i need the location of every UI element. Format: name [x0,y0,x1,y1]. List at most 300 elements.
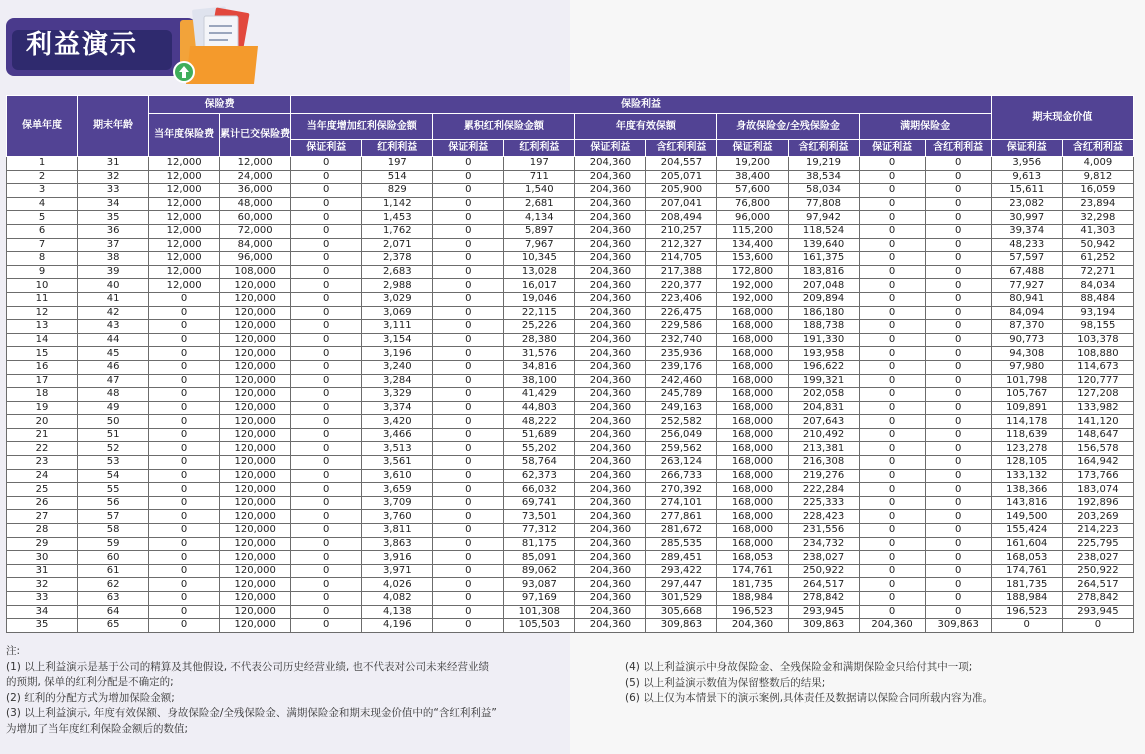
table-cell: 183,816 [788,265,859,279]
table-cell: 204,360 [575,238,646,252]
table-cell: 188,984 [717,592,788,606]
table-cell: 30 [7,551,78,565]
table-cell: 0 [149,483,220,497]
table-cell: 0 [859,238,925,252]
table-cell: 50 [78,415,149,429]
table-cell: 0 [433,224,504,238]
table-cell: 3,420 [362,415,433,429]
table-cell: 168,000 [717,496,788,510]
table-cell: 120,000 [220,592,291,606]
table-cell: 0 [149,347,220,361]
table-cell: 29 [7,537,78,551]
table-cell: 222,284 [788,483,859,497]
table-cell: 192,000 [717,279,788,293]
table-cell: 0 [859,537,925,551]
table-cell: 21 [7,428,78,442]
table-cell: 208,494 [646,211,717,225]
table-cell: 0 [291,401,362,415]
table-cell: 0 [925,197,991,211]
table-row [7,469,1134,483]
table-cell: 133,982 [1062,401,1133,415]
documents-folder-icon [172,6,266,86]
table-cell: 51,689 [504,428,575,442]
table-cell: 188,738 [788,320,859,334]
table-cell: 87,370 [991,320,1062,334]
table-cell: 0 [859,157,925,171]
table-cell: 207,643 [788,415,859,429]
table-cell: 0 [291,279,362,293]
table-cell: 98,155 [1062,320,1133,334]
table-cell: 0 [291,483,362,497]
table-cell: 0 [433,605,504,619]
table-cell: 120,000 [220,537,291,551]
table-cell: 27 [7,510,78,524]
table-cell: 0 [433,510,504,524]
table-cell: 0 [925,605,991,619]
table-cell: 9,812 [1062,170,1133,184]
table-cell: 0 [149,551,220,565]
table-cell: 0 [859,320,925,334]
table-cell: 0 [149,496,220,510]
table-cell: 120,777 [1062,374,1133,388]
table-cell: 0 [433,537,504,551]
table-cell: 35 [7,619,78,633]
table-cell: 217,388 [646,265,717,279]
header-effective-sum: 年度有效保额 [575,114,717,140]
table-cell: 204,360 [575,428,646,442]
table-cell: 120,000 [220,578,291,592]
table-cell: 204,360 [859,619,925,633]
table-cell: 105,503 [504,619,575,633]
table-cell: 0 [291,224,362,238]
table-cell: 0 [291,157,362,171]
table-cell: 168,053 [991,551,1062,565]
table-cell: 77,312 [504,524,575,538]
table-cell: 19 [7,401,78,415]
table-cell: 118,524 [788,224,859,238]
table-cell: 168,000 [717,360,788,374]
notes-label: 注: [6,645,21,657]
table-cell: 0 [291,605,362,619]
table-cell: 174,761 [717,564,788,578]
table-cell: 0 [925,537,991,551]
table-cell: 123,278 [991,442,1062,456]
table-cell: 205,071 [646,170,717,184]
table-cell: 0 [291,428,362,442]
table-cell: 41,303 [1062,224,1133,238]
table-cell: 202,058 [788,388,859,402]
table-row [7,347,1134,361]
table-cell: 0 [149,442,220,456]
table-cell: 0 [291,360,362,374]
table-cell: 0 [291,347,362,361]
table-cell: 118,639 [991,428,1062,442]
table-cell: 0 [291,619,362,633]
table-cell: 16,017 [504,279,575,293]
table-cell: 3,971 [362,564,433,578]
subheader-with-bonus: 含红利利益 [646,140,717,157]
table-cell: 3,610 [362,469,433,483]
table-cell: 214,223 [1062,524,1133,538]
table-cell: 143,816 [991,496,1062,510]
table-cell: 0 [433,292,504,306]
table-cell: 76,800 [717,197,788,211]
table-cell: 120,000 [220,456,291,470]
table-cell: 293,422 [646,564,717,578]
table-cell: 57,600 [717,184,788,198]
table-cell: 120,000 [220,605,291,619]
table-cell: 0 [149,428,220,442]
table-cell: 3,916 [362,551,433,565]
table-cell: 235,936 [646,347,717,361]
table-cell: 48,000 [220,197,291,211]
table-cell: 0 [925,252,991,266]
table-cell: 120,000 [220,347,291,361]
table-cell: 168,000 [717,401,788,415]
table-cell: 0 [433,619,504,633]
table-cell: 139,640 [788,238,859,252]
table-cell: 0 [291,388,362,402]
table-cell: 212,327 [646,238,717,252]
table-cell: 204,831 [788,401,859,415]
table-cell: 0 [925,360,991,374]
table-cell: 5,897 [504,224,575,238]
table-cell: 48,222 [504,415,575,429]
table-cell: 305,668 [646,605,717,619]
table-cell: 0 [291,496,362,510]
table-cell: 204,360 [575,388,646,402]
table-cell: 3,240 [362,360,433,374]
subheader-guaranteed: 保证利益 [859,140,925,157]
table-cell: 4,138 [362,605,433,619]
table-cell: 0 [433,428,504,442]
table-row [7,333,1134,347]
table-cell: 197 [504,157,575,171]
table-cell: 2 [7,170,78,184]
table-cell: 23 [7,456,78,470]
table-cell: 196,622 [788,360,859,374]
table-cell: 0 [291,252,362,266]
table-cell: 0 [433,415,504,429]
table-cell: 0 [925,374,991,388]
table-cell: 0 [291,537,362,551]
table-cell: 18 [7,388,78,402]
table-cell: 0 [149,456,220,470]
table-cell: 264,517 [1062,578,1133,592]
table-cell: 58 [78,524,149,538]
table-row [7,238,1134,252]
table-cell: 196,523 [991,605,1062,619]
table-cell: 3,029 [362,292,433,306]
table-cell: 229,586 [646,320,717,334]
table-cell: 47 [78,374,149,388]
table-cell: 65 [78,619,149,633]
table-cell: 168,000 [717,537,788,551]
table-row [7,170,1134,184]
table-cell: 0 [925,279,991,293]
table-cell: 13,028 [504,265,575,279]
table-cell: 0 [291,197,362,211]
table-cell: 0 [149,510,220,524]
table-row [7,374,1134,388]
table-cell: 57 [78,510,149,524]
table-cell: 17 [7,374,78,388]
table-cell: 0 [433,483,504,497]
table-cell: 168,000 [717,483,788,497]
table-cell: 0 [859,170,925,184]
table-cell: 20 [7,415,78,429]
table-cell: 266,733 [646,469,717,483]
table-cell: 10 [7,279,78,293]
table-cell: 0 [149,415,220,429]
table-cell: 39,374 [991,224,1062,238]
table-cell: 242,460 [646,374,717,388]
table-cell: 0 [925,524,991,538]
table-cell: 128,105 [991,456,1062,470]
table-cell: 264,517 [788,578,859,592]
table-cell: 148,647 [1062,428,1133,442]
table-cell: 223,406 [646,292,717,306]
table-cell: 38,534 [788,170,859,184]
table-cell: 0 [859,306,925,320]
table-cell: 0 [925,306,991,320]
table-cell: 120,000 [220,401,291,415]
table-cell: 0 [925,442,991,456]
table-cell: 514 [362,170,433,184]
table-cell: 199,321 [788,374,859,388]
table-cell: 8 [7,252,78,266]
note-line: (2) 红利的分配方式为增加保险金额; [6,691,175,704]
table-cell: 84,094 [991,306,1062,320]
table-cell: 204,360 [575,333,646,347]
table-cell: 97,942 [788,211,859,225]
table-cell: 96,000 [717,211,788,225]
table-cell: 89,062 [504,564,575,578]
table-cell: 274,101 [646,496,717,510]
table-cell: 0 [291,184,362,198]
table-cell: 120,000 [220,469,291,483]
table-cell: 204,360 [575,347,646,361]
table-cell: 0 [433,496,504,510]
table-cell: 204,360 [575,442,646,456]
table-cell: 0 [925,238,991,252]
table-cell: 153,600 [717,252,788,266]
table-cell: 67,488 [991,265,1062,279]
table-cell: 2,071 [362,238,433,252]
table-cell: 0 [433,197,504,211]
table-cell: 0 [859,428,925,442]
table-cell: 93,194 [1062,306,1133,320]
table-cell: 109,891 [991,401,1062,415]
table-cell: 31,576 [504,347,575,361]
table-cell: 58,764 [504,456,575,470]
table-cell: 225,795 [1062,537,1133,551]
table-cell: 6 [7,224,78,238]
table-cell: 0 [859,224,925,238]
table-cell: 0 [925,347,991,361]
table-cell: 213,381 [788,442,859,456]
table-cell: 0 [925,224,991,238]
table-cell: 0 [149,333,220,347]
table-cell: 3,329 [362,388,433,402]
table-cell: 24 [7,469,78,483]
table-cell: 103,378 [1062,333,1133,347]
table-cell: 84,034 [1062,279,1133,293]
table-cell: 3,069 [362,306,433,320]
table-cell: 120,000 [220,524,291,538]
table-cell: 0 [433,184,504,198]
table-cell: 193,958 [788,347,859,361]
table-cell: 101,798 [991,374,1062,388]
table-cell: 0 [859,211,925,225]
table-cell: 164,942 [1062,456,1133,470]
table-row [7,292,1134,306]
table-row [7,592,1134,606]
table-cell: 2,681 [504,197,575,211]
table-cell: 3,284 [362,374,433,388]
table-cell: 127,208 [1062,388,1133,402]
table-cell: 214,705 [646,252,717,266]
table-cell: 0 [925,456,991,470]
table-cell: 120,000 [220,388,291,402]
table-cell: 57,597 [991,252,1062,266]
table-cell: 234,732 [788,537,859,551]
table-cell: 88,484 [1062,292,1133,306]
table-cell: 181,735 [991,578,1062,592]
table-cell: 168,000 [717,442,788,456]
table-cell: 168,000 [717,415,788,429]
header-cash-value: 期末现金价值 [991,96,1133,140]
page-title: 利益演示 [26,30,139,60]
table-cell: 228,423 [788,510,859,524]
table-cell: 204,360 [575,456,646,470]
table-cell: 32,298 [1062,211,1133,225]
table-cell: 34 [7,605,78,619]
table-cell: 12,000 [220,157,291,171]
table-cell: 120,000 [220,320,291,334]
table-cell: 62 [78,578,149,592]
table-cell: 238,027 [1062,551,1133,565]
table-cell: 19,046 [504,292,575,306]
table-cell: 73,501 [504,510,575,524]
table-cell: 204,360 [575,170,646,184]
table-cell: 188,984 [991,592,1062,606]
table-cell: 0 [859,333,925,347]
table-cell: 3,956 [991,157,1062,171]
table-cell: 256,049 [646,428,717,442]
table-cell: 63 [78,592,149,606]
table-cell: 0 [433,306,504,320]
table-cell: 4,026 [362,578,433,592]
table-cell: 204,360 [575,578,646,592]
header-maturity: 满期保险金 [859,114,991,140]
table-cell: 231,556 [788,524,859,538]
table-cell: 0 [433,265,504,279]
header-death-benefit: 身故保险金/全残保险金 [717,114,859,140]
table-cell: 0 [433,578,504,592]
table-cell: 134,400 [717,238,788,252]
subheader-bonus: 红利利益 [362,140,433,157]
table-cell: 120,000 [220,374,291,388]
table-cell: 3,513 [362,442,433,456]
table-cell: 34,816 [504,360,575,374]
table-cell: 168,000 [717,524,788,538]
table-cell: 210,257 [646,224,717,238]
table-cell: 0 [925,578,991,592]
table-cell: 105,767 [991,388,1062,402]
table-cell: 0 [149,360,220,374]
table-cell: 204,360 [575,279,646,293]
table-cell: 0 [291,238,362,252]
table-cell: 181,735 [717,578,788,592]
notes-left [6,644,576,737]
table-cell: 204,360 [575,605,646,619]
table-cell: 35 [78,211,149,225]
table-cell: 168,000 [717,374,788,388]
table-cell: 204,360 [575,551,646,565]
table-cell: 0 [149,401,220,415]
table-cell: 5 [7,211,78,225]
table-cell: 3,466 [362,428,433,442]
table-cell: 0 [859,524,925,538]
table-cell: 293,945 [1062,605,1133,619]
table-cell: 0 [859,592,925,606]
table-cell: 0 [433,456,504,470]
table-cell: 3,863 [362,537,433,551]
table-cell: 44,803 [504,401,575,415]
table-cell: 0 [149,388,220,402]
table-cell: 0 [991,619,1062,633]
table-cell: 80,941 [991,292,1062,306]
table-cell: 0 [291,592,362,606]
table-cell: 24,000 [220,170,291,184]
table-cell: 285,535 [646,537,717,551]
table-cell: 0 [859,510,925,524]
table-cell: 174,761 [991,564,1062,578]
table-cell: 168,000 [717,388,788,402]
table-cell: 829 [362,184,433,198]
table-cell: 239,176 [646,360,717,374]
table-cell: 204,360 [575,483,646,497]
table-cell: 2,988 [362,279,433,293]
table-cell: 219,276 [788,469,859,483]
table-cell: 209,894 [788,292,859,306]
table-cell: 0 [291,551,362,565]
table-cell: 64 [78,605,149,619]
table-cell: 22,115 [504,306,575,320]
table-cell: 32 [7,578,78,592]
note-line: (4) 以上利益演示中身故保险金、全残保险金和满期保险金只给付其中一项; [625,661,973,673]
table-cell: 172,800 [717,265,788,279]
table-cell: 54 [78,469,149,483]
table-row [7,306,1134,320]
table-cell: 0 [291,469,362,483]
table-cell: 0 [149,605,220,619]
table-cell: 33 [78,184,149,198]
table-cell: 210,492 [788,428,859,442]
header-age-end: 期末年龄 [78,96,149,157]
table-cell: 48 [78,388,149,402]
table-cell: 0 [433,333,504,347]
table-row [7,619,1134,633]
table-cell: 69,741 [504,496,575,510]
table-row [7,211,1134,225]
table-cell: 0 [925,496,991,510]
table-cell: 0 [859,279,925,293]
table-row [7,483,1134,497]
table-cell: 12,000 [149,170,220,184]
table-cell: 3,709 [362,496,433,510]
